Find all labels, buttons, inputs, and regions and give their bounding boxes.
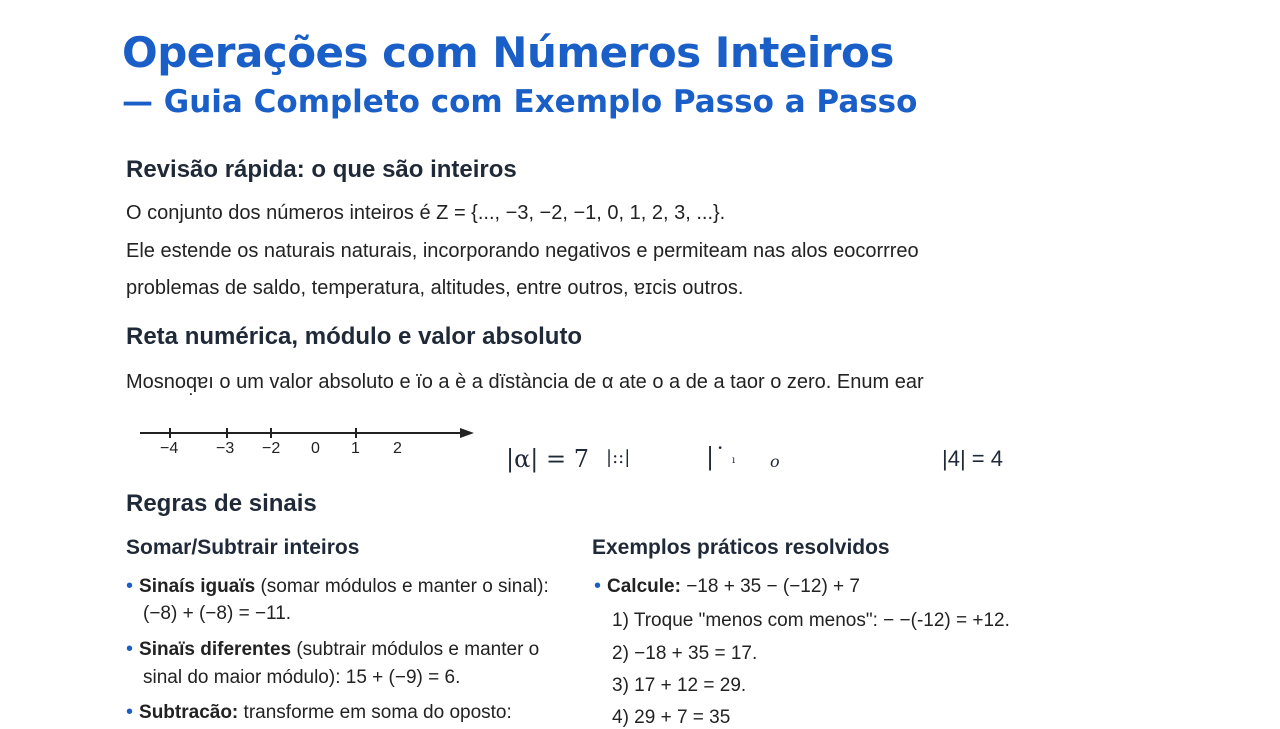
example-step: 2) −18 + 35 = 17. <box>612 643 758 664</box>
paragraph-line: Mosnoq̣ɐı o um valor absoluto e ïo a è a dïstància de α ate o a de a taor o zero. Enum ear <box>126 371 924 393</box>
tick-label: −4 <box>160 440 179 457</box>
math-expression: |α| = 7 <box>506 445 590 473</box>
tick-label: −2 <box>262 440 281 457</box>
paragraph-line: problemas de saldo, temperatura, altitudes, entre outros, ɐɪcis outros. <box>126 277 744 299</box>
item-bold: Subtracão: <box>139 702 239 723</box>
example-step: 1) Troque "menos com menos": − −(-12) = +12. <box>612 610 1010 631</box>
page-title: Operações com Números Inteiros <box>122 28 894 77</box>
section-heading-review: Revisão rápida: o que são inteiros <box>126 156 517 183</box>
subheading-examples: Exemplos práticos resolvidos <box>592 536 890 559</box>
list-item-line2: (−8) + (−8) = −11. <box>143 603 292 624</box>
list-item: • Sinaís iguaïs (somar módulos e manter o sinal): <box>126 575 549 597</box>
item-text: (subtrair módulos e manter o <box>291 639 540 660</box>
paragraph-line: Ele estende os naturais naturais, incorporando negativos e permiteam nas alos eocorrreo <box>126 240 919 262</box>
section-heading-sign-rules: Regras de sinais <box>126 490 317 517</box>
example-step: 3) 17 + 12 = 29. <box>612 675 747 696</box>
list-item-line2: sinal do maior módulo): 15 + (−9) = 6. <box>143 667 461 688</box>
item-text: (somar módulos e manter o sinal): <box>255 576 549 597</box>
item-text: transforme em soma do oposto: <box>238 702 512 723</box>
paragraph-line: O conjunto dos números inteiros é Z = {..., −3, −2, −1, 0, 1, 2, 3, ...}. <box>126 202 726 224</box>
item-text: −18 + 35 − (−12) + 7 <box>680 576 860 597</box>
tick-label: 0 <box>311 440 320 457</box>
list-item: • Subtracão: transforme em soma do oposto: <box>126 701 512 723</box>
math-expression: ı <box>732 455 736 466</box>
subheading-add-subtract: Somar/Subtrair inteiros <box>126 536 360 559</box>
math-expression: |::| <box>606 447 631 468</box>
number-line <box>138 424 478 464</box>
arrow-head-icon <box>460 428 474 438</box>
section-heading-number-line: Reta numérica, módulo e valor absoluto <box>126 323 583 350</box>
list-item: • Sinaïs diferentes (subtrair módulos e manter o <box>126 638 540 660</box>
math-expression: |˙ <box>706 443 727 471</box>
math-expression: o <box>770 452 780 471</box>
example-step: 4) 29 + 7 = 35 <box>612 707 731 728</box>
example-item: • Calcule: −18 + 35 − (−12) + 7 <box>594 575 860 597</box>
math-expression: |4| = 4 <box>942 446 1003 471</box>
tick-label: −3 <box>216 440 235 457</box>
page-subtitle: — Guia Completo com Exemplo Passo a Passo <box>122 84 918 120</box>
tick-label: 1 <box>351 440 360 457</box>
item-bold: Sinaís iguaïs <box>139 576 256 597</box>
item-bold: Calcule: <box>607 576 681 597</box>
tick-label: 2 <box>393 440 402 457</box>
item-bold: Sinaïs diferentes <box>139 639 292 660</box>
